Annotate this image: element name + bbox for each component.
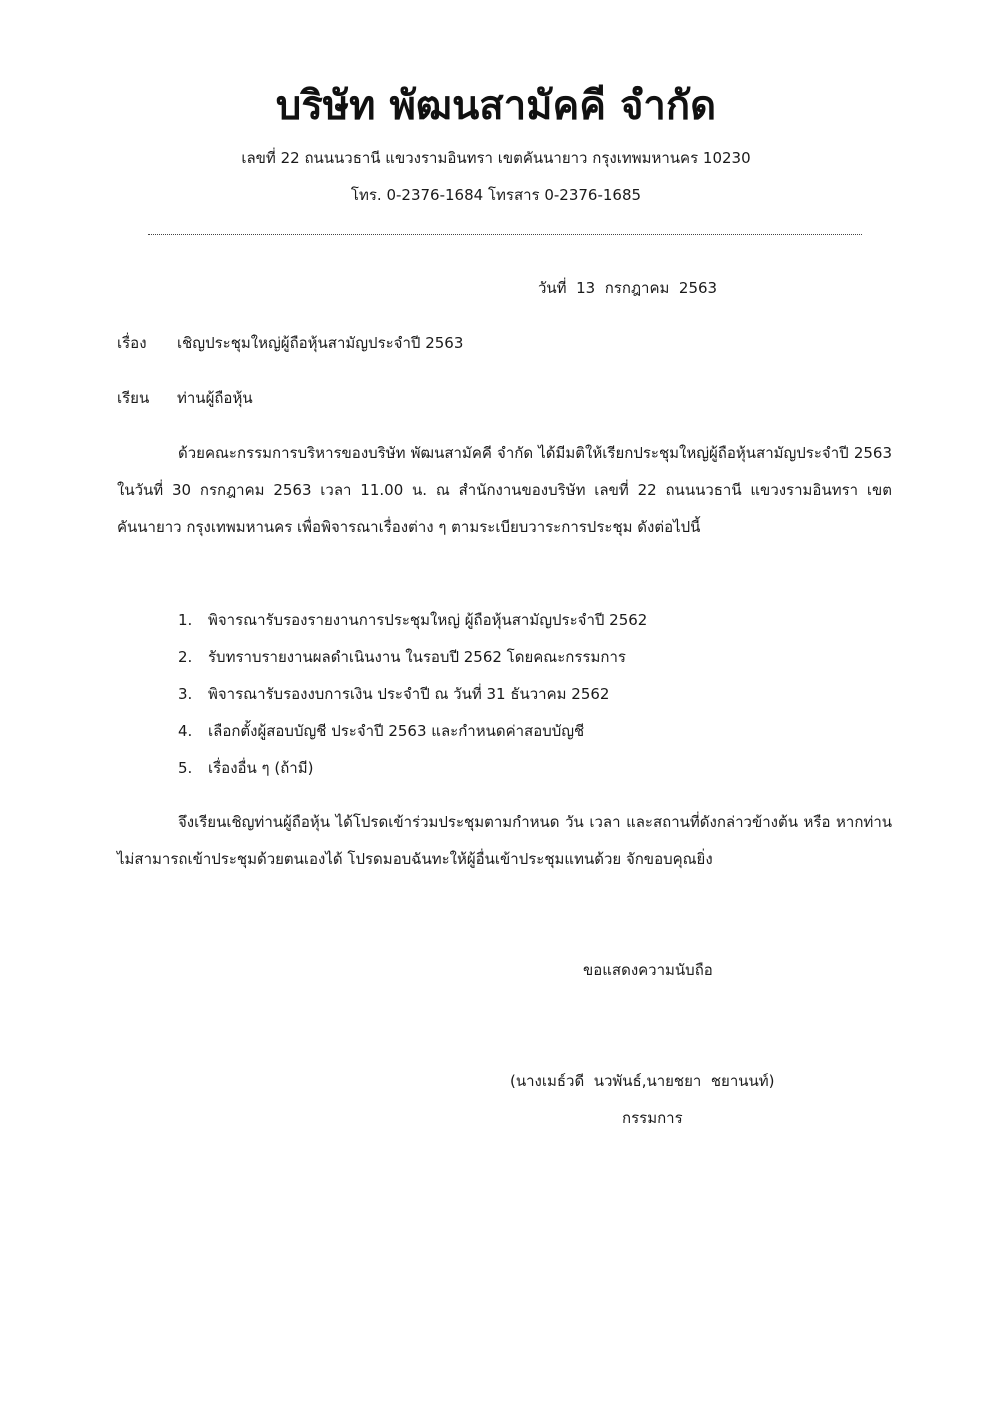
- company-address: เลขที่ 22 ถนนนวธานี แขวงรามอินทรา เขตคันนายาว กรุงเทพมหานคร 10230: [241, 149, 751, 167]
- agenda-item: [178, 680, 647, 717]
- subject-label: เรื่อง: [117, 334, 147, 352]
- recipient-text: ท่านผู้ถือหุ้น: [177, 389, 253, 407]
- agenda-text: เลือกตั้งผู้สอบบัญชี ประจำปี 2563 และกำหนดค่าสอบบัญชี: [208, 722, 585, 740]
- invitation-paragraph: จึงเรียนเชิญท่านผู้ถือหุ้น ได้โปรดเข้าร่วมประชุมตามกำหนด วัน เวลา และสถานที่ดังกล่าวข้างต้น หรือ หากท่านไม่สามารถเข้าประชุมด้วยตนเองได้ โปรดมอบฉันทะให้ผู้อื่นเข้าประชุมแทนด้วย จักขอบคุณยิ่ง: [117, 813, 892, 868]
- recipient-label: เรียน: [117, 389, 150, 407]
- body-paragraph: ด้วยคณะกรรมการบริหารของบริษัท พัฒนสามัคคี จำกัด ได้มีมติให้เรียกประชุมใหญ่ผู้ถือหุ้นสามัญประจำปี 2563 ในวันที่ 30 กรกฎาคม 2563 เวลา 11.00 น. ณ สำนักงานของบริษัท เลขที่ 22 ถนนนวธานี แขวงรามอินทรา เขตคันนายาว กรุงเทพมหานคร เพื่อพิจารณาเรื่องต่าง ๆ ตามระเบียบวาระการประชุม ดังต่อไปนี้: [117, 444, 892, 536]
- agenda-number: 3.: [178, 685, 193, 703]
- closing-phrase: ขอแสดงความนับถือ: [583, 961, 713, 979]
- agenda-item: [178, 643, 647, 680]
- agenda-text: พิจารณารับรองงบการเงิน ประจำปี ณ วันที่ 31 ธันวาคม 2562: [208, 685, 610, 703]
- subject-text: เชิญประชุมใหญ่ผู้ถือหุ้นสามัญประจำปี 2563: [177, 334, 464, 352]
- agenda-number: 1.: [178, 611, 193, 629]
- agenda-number: 5.: [178, 759, 193, 777]
- letter-date: วันที่ 13 กรกฎาคม 2563: [538, 279, 718, 297]
- signer-position: กรรมการ: [622, 1109, 683, 1127]
- agenda-text: พิจารณารับรองรายงานการประชุมใหญ่ ผู้ถือหุ้นสามัญประจำปี 2562: [208, 611, 648, 629]
- company-phone-fax: โทร. 0-2376-1684 โทรสาร 0-2376-1685: [350, 186, 642, 204]
- dotted-divider: [148, 234, 862, 235]
- agenda-number: 2.: [178, 648, 193, 666]
- recipient-line: [117, 386, 253, 410]
- signer-names: (นางเมธ์วดี นวพันธ์,นายชยา ชยานนท์): [510, 1072, 775, 1090]
- subject-line: [117, 331, 463, 355]
- company-name: บริษัท พัฒนสามัคคี จำกัด: [275, 83, 717, 129]
- agenda-text: รับทราบรายงานผลดำเนินงาน ในรอบปี 2562 โดยคณะกรรมการ: [208, 648, 626, 666]
- agenda-number: 4.: [178, 722, 193, 740]
- agenda-text: เรื่องอื่น ๆ (ถ้ามี): [208, 759, 314, 777]
- agenda-item: [178, 606, 647, 643]
- agenda-item: [178, 717, 647, 754]
- agenda-item: [178, 754, 647, 791]
- agenda-list: [178, 606, 647, 791]
